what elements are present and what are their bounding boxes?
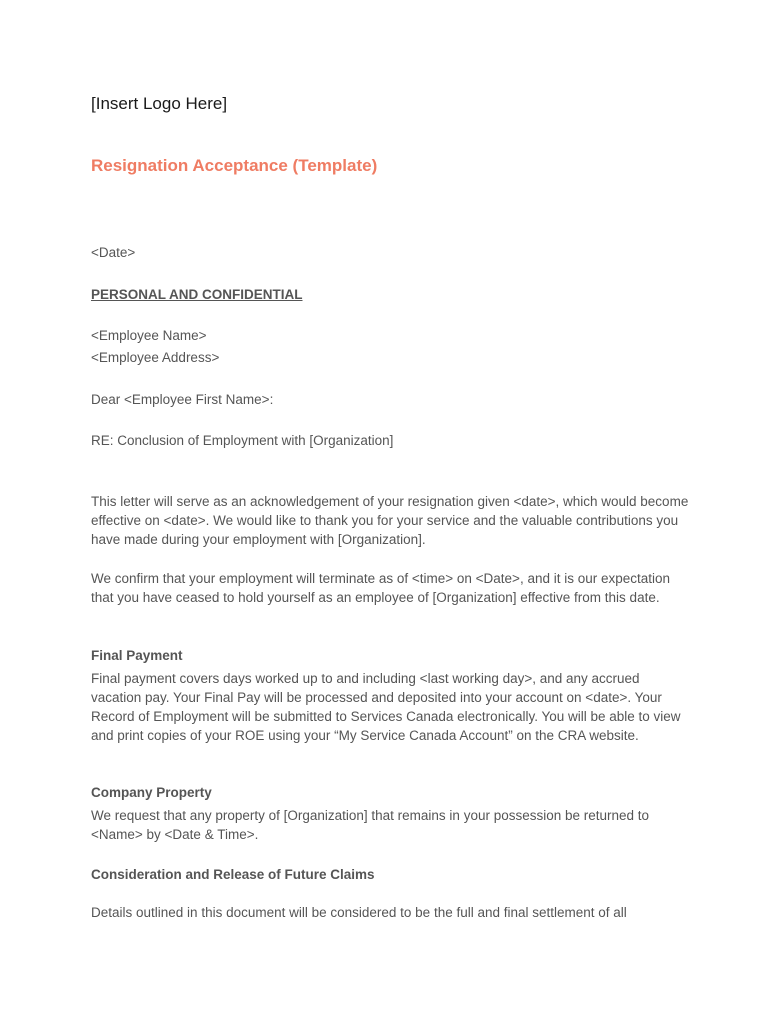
paragraph-termination: We confirm that your employment will terminate as of <time> on <Date>, and it is our expectation that you have ceased to hold yourself as an employee of [Organization] effective from this date.: [91, 571, 671, 605]
date-placeholder: <Date>: [91, 245, 136, 260]
paragraph-acknowledgement: This letter will serve as an acknowledgement of your resignation given <date>, which would become effective on <date>. We would like to thank you for your service and the valuable contributions you have made during your employment with [Organization].: [91, 494, 689, 547]
employee-address: <Employee Address>: [91, 350, 220, 365]
section-heading-company-property: Company Property: [91, 785, 212, 800]
logo-placeholder: [Insert Logo Here]: [91, 94, 228, 113]
section-body-release-claims: Details outlined in this document will be considered to be the full and final settlement of all: [91, 905, 627, 920]
section-body-final-payment: Final payment covers days worked up to and including <last working day>, and any accrued vacation pay. Your Final Pay will be processed and deposited into your account on <date>. Your Record of Employment will be submitted to Services Canada electronically. You will be able to view and print copies of your ROE using your “My Service Canada Account” on the CRA website.: [91, 671, 681, 743]
section-body-company-property: We request that any property of [Organization] that remains in your possession be returned to <Name> by <Date & Time>.: [91, 808, 650, 842]
employee-name: <Employee Name>: [91, 328, 207, 343]
section-heading-release-claims: Consideration and Release of Future Claims: [91, 867, 375, 882]
document-title: Resignation Acceptance (Template): [91, 156, 378, 175]
re-line: RE: Conclusion of Employment with [Organization]: [91, 433, 394, 448]
section-heading-final-payment: Final Payment: [91, 648, 183, 663]
confidential-label: PERSONAL AND CONFIDENTIAL: [91, 287, 303, 302]
salutation: Dear <Employee First Name>:: [91, 392, 274, 407]
